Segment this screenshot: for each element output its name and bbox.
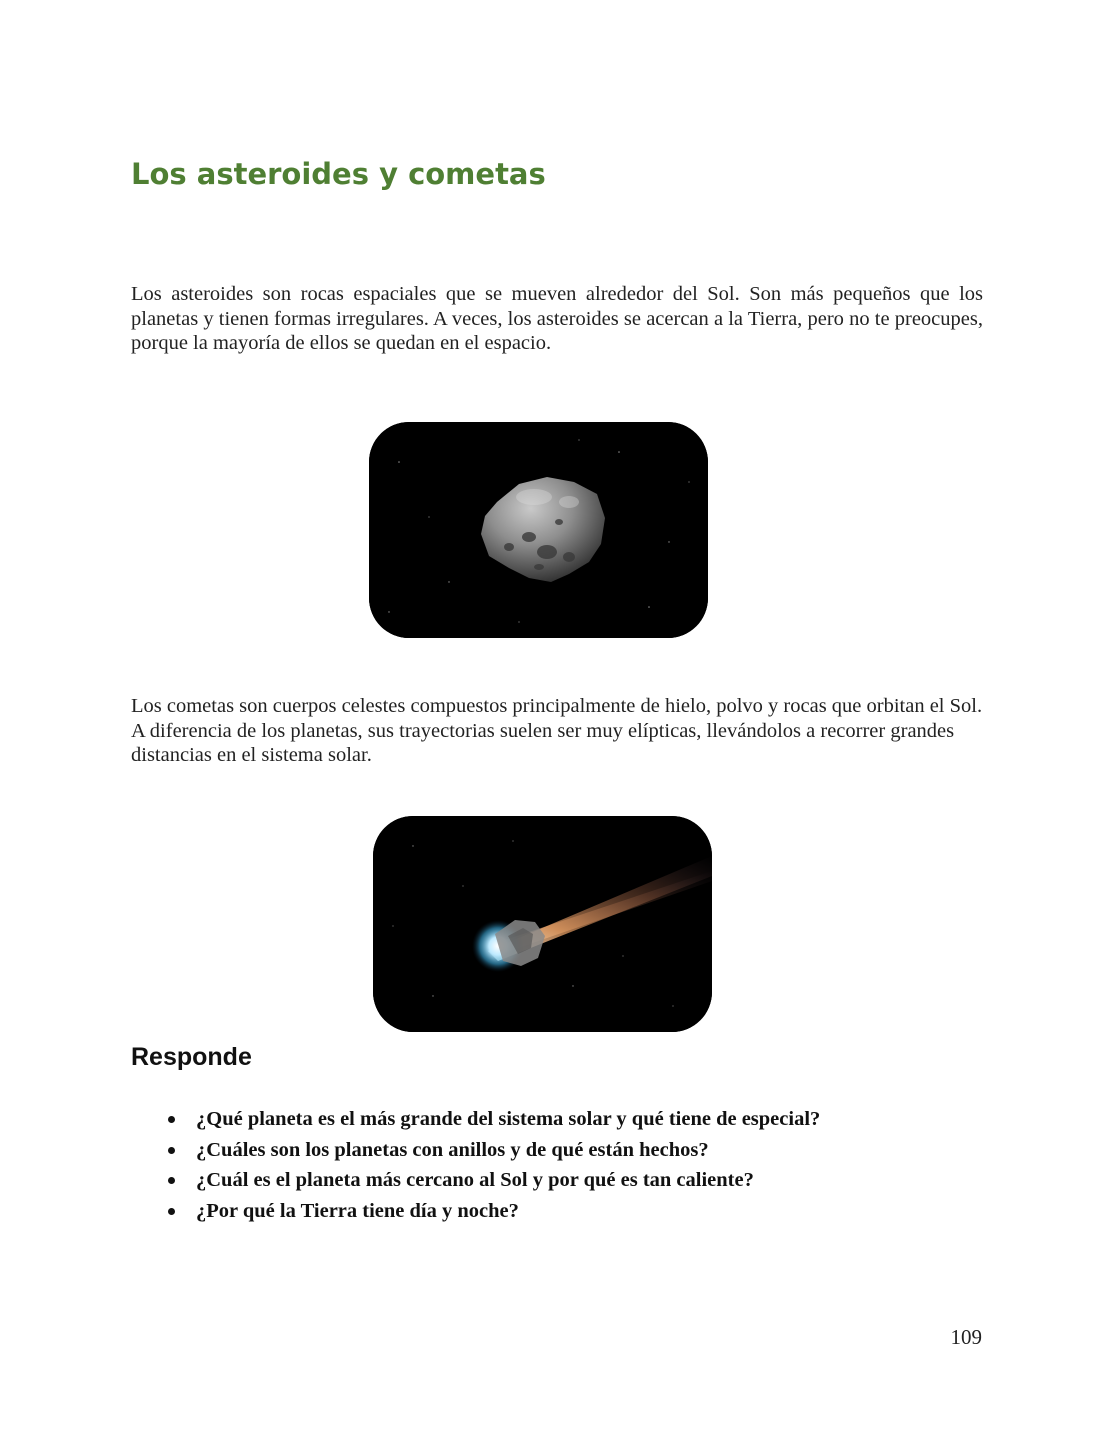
bullet-icon [168,1116,175,1123]
asteroids-paragraph: Los asteroides son rocas espaciales que se mueven alrededor del Sol. Son más pequeños que los planetas y tienen formas irregulares. A veces, los asteroides se acercan a la Tierra, pero no te preocupes, porque la mayoría de ellos se quedan en el espacio. [131,283,983,354]
bullet-icon [168,1147,175,1154]
list-item [160,1165,820,1196]
question-text: ¿Cuál es el planeta más cercano al Sol y por qué es tan caliente? [196,1169,754,1191]
questions-list [160,1104,820,1226]
page-title: Los asteroides y cometas [131,157,546,191]
question-text: ¿Por qué la Tierra tiene día y noche? [196,1199,519,1222]
page-number: 109 [950,1325,982,1349]
question-text: ¿Qué planeta es el más grande del sistema solar y qué tiene de especial? [196,1108,821,1130]
question-text: ¿Cuáles son los planetas con anillos y de qué están hechos? [196,1138,709,1161]
bullet-icon [168,1208,175,1215]
comet-image [373,816,712,1032]
list-item [160,1135,820,1166]
list-item [160,1104,820,1135]
comets-paragraph: Los cometas son cuerpos celestes compuestos principalmente de hielo, polvo y rocas que orbitan el Sol. A diferencia de los planetas, sus trayectorias suelen ser muy elípticas, llevándolos a recorrer grandes distancias en el sistema solar. [131,695,983,766]
section-title: Responde [131,1043,252,1071]
bullet-icon [168,1177,175,1184]
asteroid-image [369,422,708,638]
list-item [160,1196,820,1227]
